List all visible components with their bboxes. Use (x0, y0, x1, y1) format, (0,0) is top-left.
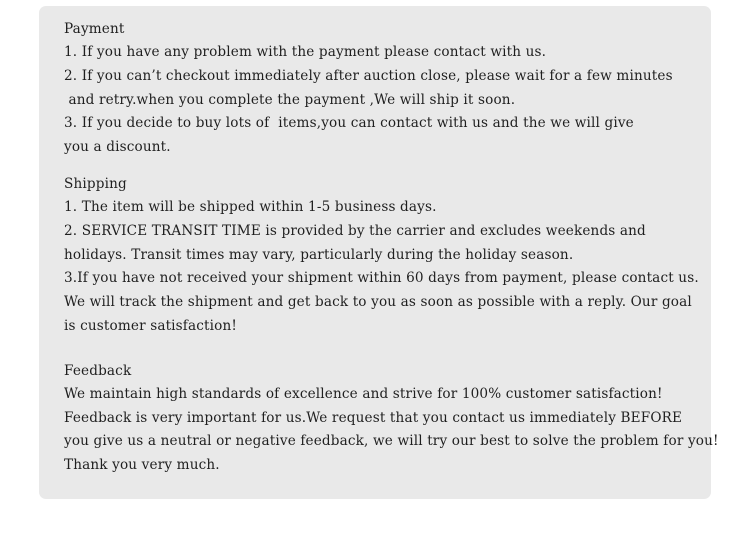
payment-line: and retry.when you complete the payment ,We will ship it soon. (64, 91, 516, 108)
payment-line: 2. If you can’t checkout immediately after auction close, please wait for a few minutes (64, 67, 673, 84)
payment-line: 1. If you have any problem with the payment please contact with us. (64, 44, 547, 60)
shipping-line: is customer satisfaction! (64, 317, 237, 334)
feedback-line: Thank you very much. (64, 457, 220, 474)
section-spacer (64, 160, 724, 172)
payment-line: 3. If you decide to buy lots of items,you can contact with us and the we will give (64, 115, 634, 132)
shipping-line: holidays. Transit times may vary, particularly during the holiday season. (64, 246, 574, 263)
shipping-line: 1. The item will be shipped within 1-5 business days. (64, 198, 437, 215)
feedback-section (64, 359, 724, 478)
feedback-line: Feedback is very important for us.We request that you contact us immediately BEFORE (64, 409, 683, 426)
shipping-line: 3.If you have not received your shipment within 60 days from payment, please contact us. (64, 270, 699, 287)
shipping-line: 2. SERVICE TRANSIT TIME is provided by the carrier and excludes weekends and (64, 222, 646, 239)
payment-heading: Payment (64, 21, 125, 37)
feedback-line: you give us a neutral or negative feedback, we will try our best to solve the problem for you! (64, 433, 719, 450)
policy-content (64, 17, 724, 478)
payment-section (64, 17, 724, 160)
shipping-line: We will track the shipment and get back to you as soon as possible with a reply. Our goal (64, 294, 692, 311)
section-spacer (64, 339, 724, 359)
feedback-heading: Feedback (64, 362, 132, 379)
shipping-section (64, 172, 724, 339)
feedback-line: We maintain high standards of excellence and strive for 100% customer satisfaction! (64, 385, 663, 402)
payment-line: you a discount. (64, 139, 171, 156)
shipping-heading: Shipping (64, 175, 127, 192)
